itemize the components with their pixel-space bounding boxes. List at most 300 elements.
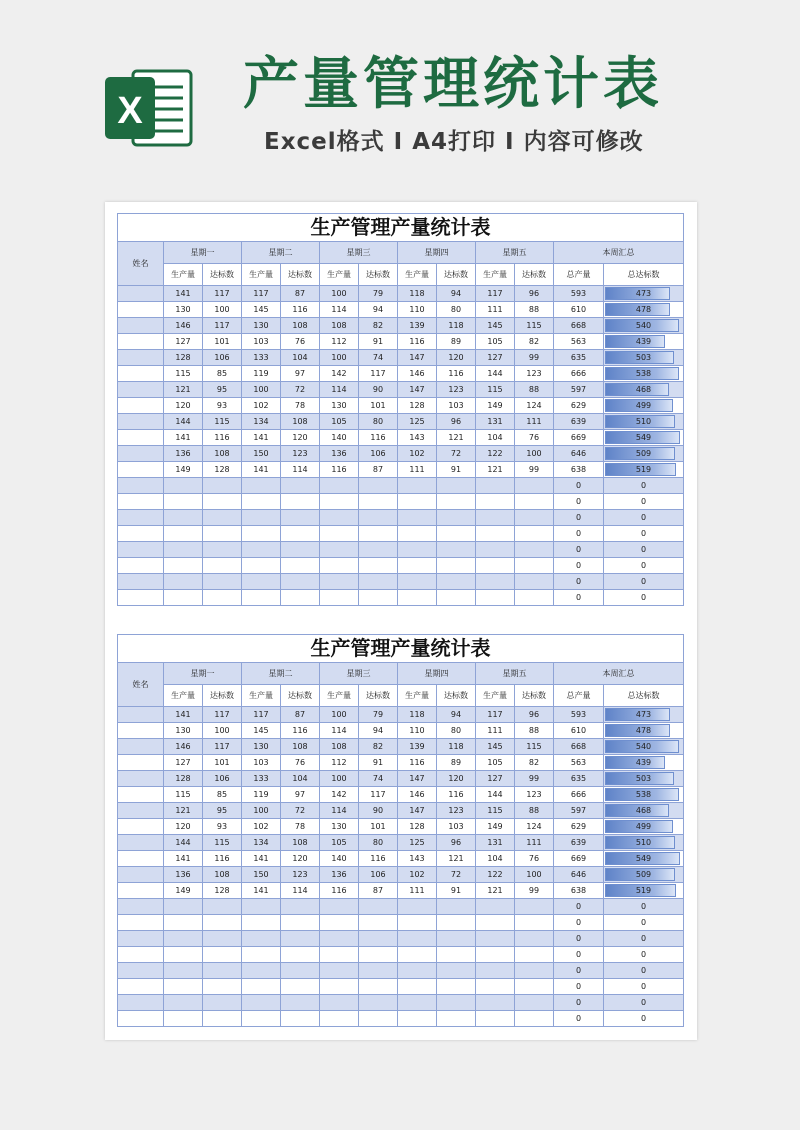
value-cell[interactable]: 118: [437, 739, 476, 755]
value-cell[interactable]: 149: [164, 462, 203, 478]
value-cell[interactable]: 150: [242, 867, 281, 883]
value-cell[interactable]: 121: [437, 851, 476, 867]
empty-cell[interactable]: [359, 915, 398, 931]
empty-cell[interactable]: [164, 558, 203, 574]
empty-cell[interactable]: [118, 931, 164, 947]
empty-cell[interactable]: [203, 899, 242, 915]
empty-cell[interactable]: [359, 931, 398, 947]
value-cell[interactable]: 120: [437, 771, 476, 787]
value-cell[interactable]: 130: [320, 398, 359, 414]
total-standard-cell[interactable]: [604, 334, 684, 350]
value-cell[interactable]: 116: [398, 755, 437, 771]
value-cell[interactable]: 118: [398, 286, 437, 302]
value-cell[interactable]: 100: [515, 867, 554, 883]
value-cell[interactable]: 121: [476, 883, 515, 899]
total-standard-cell[interactable]: [604, 350, 684, 366]
empty-cell[interactable]: [476, 526, 515, 542]
total-standard-cell[interactable]: [604, 462, 684, 478]
total-standard-cell[interactable]: 0: [604, 995, 684, 1011]
empty-cell[interactable]: [437, 979, 476, 995]
total-production-cell[interactable]: 0: [554, 478, 604, 494]
empty-cell[interactable]: [476, 947, 515, 963]
total-standard-cell[interactable]: [604, 302, 684, 318]
value-cell[interactable]: 99: [515, 462, 554, 478]
name-cell[interactable]: [118, 286, 164, 302]
total-production-cell[interactable]: 638: [554, 883, 604, 899]
value-cell[interactable]: 117: [359, 366, 398, 382]
total-standard-cell[interactable]: 0: [604, 963, 684, 979]
total-standard-cell[interactable]: [604, 851, 684, 867]
value-cell[interactable]: 87: [359, 462, 398, 478]
empty-cell[interactable]: [203, 995, 242, 1011]
empty-cell[interactable]: [242, 947, 281, 963]
empty-cell[interactable]: [281, 558, 320, 574]
empty-cell[interactable]: [437, 574, 476, 590]
empty-cell[interactable]: [359, 494, 398, 510]
value-cell[interactable]: 76: [281, 755, 320, 771]
empty-cell[interactable]: [203, 526, 242, 542]
value-cell[interactable]: 103: [242, 755, 281, 771]
value-cell[interactable]: 101: [359, 819, 398, 835]
total-production-cell[interactable]: 639: [554, 835, 604, 851]
empty-cell[interactable]: [359, 526, 398, 542]
empty-cell[interactable]: [164, 494, 203, 510]
total-standard-cell[interactable]: [604, 883, 684, 899]
value-cell[interactable]: 115: [203, 414, 242, 430]
empty-cell[interactable]: [515, 947, 554, 963]
value-cell[interactable]: 96: [437, 414, 476, 430]
empty-cell[interactable]: [203, 494, 242, 510]
value-cell[interactable]: 115: [164, 787, 203, 803]
empty-cell[interactable]: [164, 590, 203, 606]
value-cell[interactable]: 115: [515, 318, 554, 334]
empty-cell[interactable]: [118, 558, 164, 574]
value-cell[interactable]: 108: [281, 739, 320, 755]
value-cell[interactable]: 134: [242, 835, 281, 851]
empty-cell[interactable]: [398, 590, 437, 606]
value-cell[interactable]: 123: [281, 446, 320, 462]
value-cell[interactable]: 116: [320, 883, 359, 899]
total-production-cell[interactable]: 639: [554, 414, 604, 430]
value-cell[interactable]: 111: [515, 414, 554, 430]
value-cell[interactable]: 97: [281, 787, 320, 803]
value-cell[interactable]: 96: [515, 286, 554, 302]
value-cell[interactable]: 116: [320, 462, 359, 478]
empty-cell[interactable]: [281, 931, 320, 947]
value-cell[interactable]: 111: [398, 462, 437, 478]
value-cell[interactable]: 112: [320, 755, 359, 771]
empty-cell[interactable]: [320, 558, 359, 574]
empty-cell[interactable]: [437, 963, 476, 979]
value-cell[interactable]: 108: [203, 867, 242, 883]
value-cell[interactable]: 120: [281, 430, 320, 446]
value-cell[interactable]: 104: [476, 430, 515, 446]
empty-cell[interactable]: [398, 947, 437, 963]
empty-cell[interactable]: [281, 510, 320, 526]
empty-cell[interactable]: [164, 1011, 203, 1027]
total-standard-cell[interactable]: [604, 787, 684, 803]
empty-cell[interactable]: [203, 558, 242, 574]
total-standard-cell[interactable]: 0: [604, 526, 684, 542]
empty-cell[interactable]: [398, 478, 437, 494]
value-cell[interactable]: 128: [164, 771, 203, 787]
value-cell[interactable]: 127: [476, 350, 515, 366]
empty-cell[interactable]: [164, 947, 203, 963]
total-production-cell[interactable]: 610: [554, 302, 604, 318]
value-cell[interactable]: 82: [515, 755, 554, 771]
value-cell[interactable]: 101: [203, 334, 242, 350]
value-cell[interactable]: 140: [320, 851, 359, 867]
empty-cell[interactable]: [359, 574, 398, 590]
value-cell[interactable]: 143: [398, 851, 437, 867]
value-cell[interactable]: 146: [398, 787, 437, 803]
empty-cell[interactable]: [437, 915, 476, 931]
value-cell[interactable]: 105: [320, 414, 359, 430]
value-cell[interactable]: 114: [320, 723, 359, 739]
value-cell[interactable]: 114: [281, 462, 320, 478]
empty-cell[interactable]: [242, 915, 281, 931]
value-cell[interactable]: 88: [515, 803, 554, 819]
empty-cell[interactable]: [476, 915, 515, 931]
empty-cell[interactable]: [118, 963, 164, 979]
empty-cell[interactable]: [164, 979, 203, 995]
total-production-cell[interactable]: 0: [554, 542, 604, 558]
total-production-cell[interactable]: 669: [554, 851, 604, 867]
empty-cell[interactable]: [242, 510, 281, 526]
empty-cell[interactable]: [164, 478, 203, 494]
name-cell[interactable]: [118, 707, 164, 723]
total-standard-cell[interactable]: [604, 755, 684, 771]
value-cell[interactable]: 139: [398, 318, 437, 334]
empty-cell[interactable]: [437, 558, 476, 574]
value-cell[interactable]: 128: [203, 883, 242, 899]
value-cell[interactable]: 104: [281, 350, 320, 366]
total-production-cell[interactable]: 597: [554, 803, 604, 819]
value-cell[interactable]: 85: [203, 787, 242, 803]
value-cell[interactable]: 88: [515, 382, 554, 398]
empty-cell[interactable]: [476, 931, 515, 947]
empty-cell[interactable]: [320, 963, 359, 979]
total-standard-cell[interactable]: [604, 707, 684, 723]
value-cell[interactable]: 91: [359, 755, 398, 771]
name-cell[interactable]: [118, 334, 164, 350]
empty-cell[interactable]: [359, 590, 398, 606]
value-cell[interactable]: 136: [164, 446, 203, 462]
value-cell[interactable]: 82: [359, 739, 398, 755]
total-standard-cell[interactable]: [604, 835, 684, 851]
value-cell[interactable]: 116: [398, 334, 437, 350]
total-production-cell[interactable]: 0: [554, 526, 604, 542]
total-production-cell[interactable]: 666: [554, 366, 604, 382]
value-cell[interactable]: 108: [320, 739, 359, 755]
value-cell[interactable]: 117: [203, 318, 242, 334]
name-cell[interactable]: [118, 398, 164, 414]
empty-cell[interactable]: [281, 963, 320, 979]
value-cell[interactable]: 141: [164, 286, 203, 302]
empty-cell[interactable]: [515, 979, 554, 995]
empty-cell[interactable]: [476, 542, 515, 558]
value-cell[interactable]: 139: [398, 739, 437, 755]
empty-cell[interactable]: [320, 542, 359, 558]
empty-cell[interactable]: [118, 478, 164, 494]
value-cell[interactable]: 120: [164, 819, 203, 835]
value-cell[interactable]: 120: [281, 851, 320, 867]
value-cell[interactable]: 125: [398, 835, 437, 851]
value-cell[interactable]: 94: [437, 286, 476, 302]
empty-cell[interactable]: [118, 899, 164, 915]
empty-cell[interactable]: [359, 963, 398, 979]
empty-cell[interactable]: [437, 931, 476, 947]
value-cell[interactable]: 80: [437, 302, 476, 318]
empty-cell[interactable]: [242, 574, 281, 590]
value-cell[interactable]: 149: [476, 398, 515, 414]
value-cell[interactable]: 104: [281, 771, 320, 787]
value-cell[interactable]: 128: [164, 350, 203, 366]
value-cell[interactable]: 131: [476, 414, 515, 430]
value-cell[interactable]: 105: [476, 755, 515, 771]
empty-cell[interactable]: [476, 1011, 515, 1027]
empty-cell[interactable]: [164, 963, 203, 979]
value-cell[interactable]: 146: [164, 318, 203, 334]
value-cell[interactable]: 79: [359, 707, 398, 723]
total-standard-cell[interactable]: [604, 723, 684, 739]
value-cell[interactable]: 131: [476, 835, 515, 851]
value-cell[interactable]: 100: [515, 446, 554, 462]
empty-cell[interactable]: [242, 979, 281, 995]
empty-cell[interactable]: [515, 510, 554, 526]
empty-cell[interactable]: [515, 590, 554, 606]
total-production-cell[interactable]: 0: [554, 558, 604, 574]
total-production-cell[interactable]: 0: [554, 931, 604, 947]
total-standard-cell[interactable]: 0: [604, 574, 684, 590]
empty-cell[interactable]: [398, 915, 437, 931]
empty-cell[interactable]: [118, 979, 164, 995]
name-cell[interactable]: [118, 739, 164, 755]
value-cell[interactable]: 122: [476, 446, 515, 462]
empty-cell[interactable]: [359, 979, 398, 995]
value-cell[interactable]: 99: [515, 771, 554, 787]
empty-cell[interactable]: [242, 590, 281, 606]
value-cell[interactable]: 123: [515, 787, 554, 803]
empty-cell[interactable]: [242, 963, 281, 979]
empty-cell[interactable]: [320, 915, 359, 931]
empty-cell[interactable]: [398, 494, 437, 510]
value-cell[interactable]: 121: [437, 430, 476, 446]
value-cell[interactable]: 115: [203, 835, 242, 851]
value-cell[interactable]: 102: [242, 398, 281, 414]
empty-cell[interactable]: [476, 590, 515, 606]
total-production-cell[interactable]: 638: [554, 462, 604, 478]
empty-cell[interactable]: [437, 947, 476, 963]
name-cell[interactable]: [118, 851, 164, 867]
total-standard-cell[interactable]: [604, 430, 684, 446]
empty-cell[interactable]: [359, 542, 398, 558]
empty-cell[interactable]: [515, 963, 554, 979]
value-cell[interactable]: 141: [242, 462, 281, 478]
value-cell[interactable]: 146: [398, 366, 437, 382]
empty-cell[interactable]: [281, 915, 320, 931]
empty-cell[interactable]: [320, 1011, 359, 1027]
value-cell[interactable]: 115: [515, 739, 554, 755]
empty-cell[interactable]: [118, 947, 164, 963]
total-production-cell[interactable]: 635: [554, 350, 604, 366]
empty-cell[interactable]: [281, 1011, 320, 1027]
value-cell[interactable]: 95: [203, 382, 242, 398]
empty-cell[interactable]: [398, 899, 437, 915]
empty-cell[interactable]: [437, 526, 476, 542]
value-cell[interactable]: 124: [515, 819, 554, 835]
total-standard-cell[interactable]: [604, 446, 684, 462]
value-cell[interactable]: 100: [320, 771, 359, 787]
value-cell[interactable]: 114: [320, 382, 359, 398]
value-cell[interactable]: 72: [281, 803, 320, 819]
value-cell[interactable]: 103: [437, 819, 476, 835]
total-standard-cell[interactable]: 0: [604, 494, 684, 510]
value-cell[interactable]: 123: [281, 867, 320, 883]
empty-cell[interactable]: [242, 931, 281, 947]
total-production-cell[interactable]: 0: [554, 915, 604, 931]
total-production-cell[interactable]: 593: [554, 707, 604, 723]
empty-cell[interactable]: [203, 1011, 242, 1027]
name-cell[interactable]: [118, 755, 164, 771]
value-cell[interactable]: 114: [320, 302, 359, 318]
value-cell[interactable]: 87: [281, 286, 320, 302]
total-standard-cell[interactable]: [604, 366, 684, 382]
empty-cell[interactable]: [164, 995, 203, 1011]
value-cell[interactable]: 130: [242, 739, 281, 755]
value-cell[interactable]: 102: [242, 819, 281, 835]
empty-cell[interactable]: [164, 931, 203, 947]
value-cell[interactable]: 72: [437, 446, 476, 462]
value-cell[interactable]: 111: [398, 883, 437, 899]
empty-cell[interactable]: [281, 899, 320, 915]
total-standard-cell[interactable]: 0: [604, 931, 684, 947]
value-cell[interactable]: 136: [320, 867, 359, 883]
total-standard-cell[interactable]: 0: [604, 1011, 684, 1027]
value-cell[interactable]: 74: [359, 350, 398, 366]
name-cell[interactable]: [118, 382, 164, 398]
empty-cell[interactable]: [281, 995, 320, 1011]
value-cell[interactable]: 122: [476, 867, 515, 883]
empty-cell[interactable]: [515, 995, 554, 1011]
value-cell[interactable]: 91: [359, 334, 398, 350]
empty-cell[interactable]: [515, 931, 554, 947]
empty-cell[interactable]: [242, 558, 281, 574]
value-cell[interactable]: 141: [164, 707, 203, 723]
total-production-cell[interactable]: 0: [554, 899, 604, 915]
value-cell[interactable]: 110: [398, 723, 437, 739]
value-cell[interactable]: 89: [437, 334, 476, 350]
empty-cell[interactable]: [320, 574, 359, 590]
value-cell[interactable]: 96: [515, 707, 554, 723]
empty-cell[interactable]: [203, 963, 242, 979]
value-cell[interactable]: 124: [515, 398, 554, 414]
value-cell[interactable]: 144: [164, 414, 203, 430]
value-cell[interactable]: 140: [320, 430, 359, 446]
total-standard-cell[interactable]: [604, 318, 684, 334]
empty-cell[interactable]: [515, 558, 554, 574]
value-cell[interactable]: 123: [515, 366, 554, 382]
value-cell[interactable]: 110: [398, 302, 437, 318]
value-cell[interactable]: 116: [203, 430, 242, 446]
total-standard-cell[interactable]: 0: [604, 478, 684, 494]
value-cell[interactable]: 144: [164, 835, 203, 851]
total-production-cell[interactable]: 0: [554, 494, 604, 510]
empty-cell[interactable]: [281, 478, 320, 494]
empty-cell[interactable]: [437, 478, 476, 494]
value-cell[interactable]: 79: [359, 286, 398, 302]
total-production-cell[interactable]: 646: [554, 446, 604, 462]
empty-cell[interactable]: [398, 558, 437, 574]
empty-cell[interactable]: [203, 979, 242, 995]
value-cell[interactable]: 105: [320, 835, 359, 851]
total-standard-cell[interactable]: 0: [604, 590, 684, 606]
value-cell[interactable]: 93: [203, 398, 242, 414]
empty-cell[interactable]: [359, 478, 398, 494]
total-production-cell[interactable]: 0: [554, 510, 604, 526]
value-cell[interactable]: 133: [242, 771, 281, 787]
value-cell[interactable]: 116: [359, 851, 398, 867]
empty-cell[interactable]: [118, 574, 164, 590]
total-production-cell[interactable]: 629: [554, 819, 604, 835]
value-cell[interactable]: 78: [281, 398, 320, 414]
empty-cell[interactable]: [320, 979, 359, 995]
value-cell[interactable]: 100: [320, 707, 359, 723]
total-production-cell[interactable]: 0: [554, 979, 604, 995]
total-standard-cell[interactable]: 0: [604, 979, 684, 995]
empty-cell[interactable]: [118, 915, 164, 931]
value-cell[interactable]: 133: [242, 350, 281, 366]
value-cell[interactable]: 91: [437, 883, 476, 899]
value-cell[interactable]: 145: [476, 739, 515, 755]
empty-cell[interactable]: [320, 590, 359, 606]
value-cell[interactable]: 127: [164, 755, 203, 771]
value-cell[interactable]: 142: [320, 787, 359, 803]
total-production-cell[interactable]: 669: [554, 430, 604, 446]
name-cell[interactable]: [118, 350, 164, 366]
empty-cell[interactable]: [515, 478, 554, 494]
value-cell[interactable]: 143: [398, 430, 437, 446]
empty-cell[interactable]: [242, 478, 281, 494]
total-production-cell[interactable]: 563: [554, 334, 604, 350]
value-cell[interactable]: 147: [398, 771, 437, 787]
value-cell[interactable]: 149: [476, 819, 515, 835]
empty-cell[interactable]: [398, 979, 437, 995]
empty-cell[interactable]: [118, 542, 164, 558]
value-cell[interactable]: 72: [437, 867, 476, 883]
empty-cell[interactable]: [281, 494, 320, 510]
total-standard-cell[interactable]: [604, 414, 684, 430]
empty-cell[interactable]: [203, 947, 242, 963]
empty-cell[interactable]: [320, 947, 359, 963]
empty-cell[interactable]: [203, 478, 242, 494]
value-cell[interactable]: 116: [203, 851, 242, 867]
value-cell[interactable]: 150: [242, 446, 281, 462]
empty-cell[interactable]: [164, 915, 203, 931]
empty-cell[interactable]: [320, 510, 359, 526]
value-cell[interactable]: 97: [281, 366, 320, 382]
value-cell[interactable]: 116: [281, 723, 320, 739]
total-production-cell[interactable]: 610: [554, 723, 604, 739]
empty-cell[interactable]: [203, 931, 242, 947]
value-cell[interactable]: 103: [242, 334, 281, 350]
empty-cell[interactable]: [203, 915, 242, 931]
value-cell[interactable]: 101: [203, 755, 242, 771]
value-cell[interactable]: 145: [476, 318, 515, 334]
empty-cell[interactable]: [476, 478, 515, 494]
total-production-cell[interactable]: 646: [554, 867, 604, 883]
value-cell[interactable]: 141: [242, 883, 281, 899]
